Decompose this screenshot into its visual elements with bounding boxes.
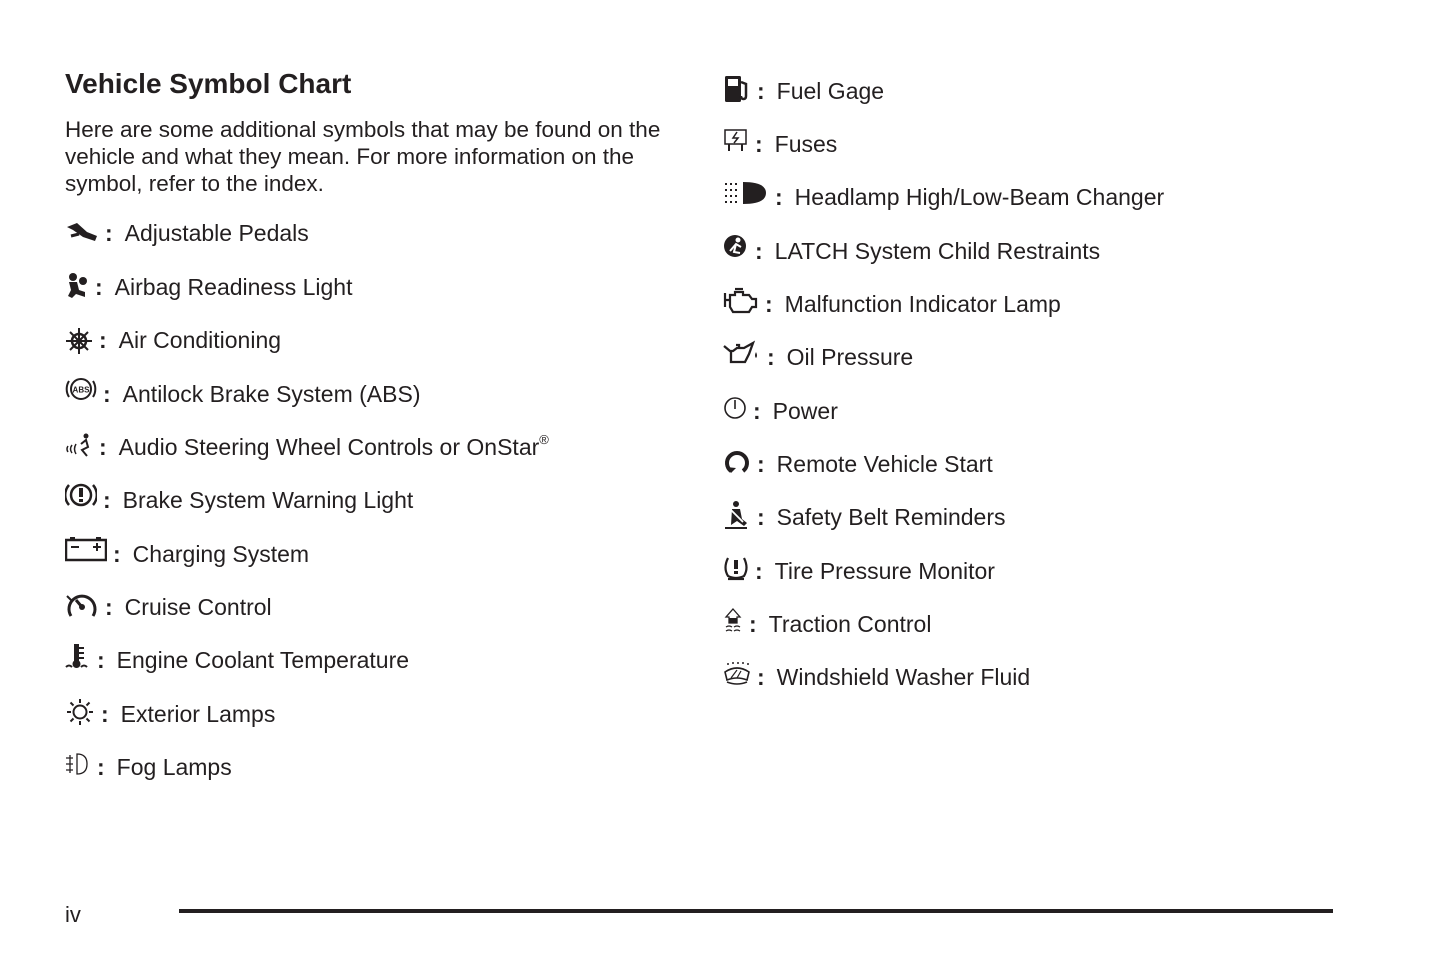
symbol-label: Fog Lamps <box>116 753 232 780</box>
symbol-label: Exterior Lamps <box>120 700 276 727</box>
power-icon <box>723 394 747 428</box>
fuel-gage-icon <box>723 74 751 108</box>
washer-fluid-icon <box>723 660 751 694</box>
symbol-label: Safety Belt Reminders <box>776 503 1006 530</box>
symbol-row-headlamp-beam: : Headlamp High/Low-Beam Changer <box>723 180 1164 214</box>
symbol-label: Audio Steering Wheel Controls or OnStar® <box>118 431 549 460</box>
page-title: Vehicle Symbol Chart <box>65 68 352 99</box>
engine-malfunction-icon <box>723 287 759 321</box>
symbol-label: Power <box>772 397 838 424</box>
symbol-row-tire-pressure: : Tire Pressure Monitor <box>723 554 995 588</box>
tire-pressure-icon <box>723 554 749 588</box>
symbol-row-cruise-control: : Cruise Control <box>65 590 272 624</box>
airbag-readiness-icon <box>65 270 89 304</box>
symbol-label: Cruise Control <box>124 593 272 620</box>
symbol-row-air-conditioning: : Air Conditioning <box>65 323 281 357</box>
abs-icon <box>65 377 97 411</box>
symbol-label: Air Conditioning <box>118 326 282 353</box>
symbol-label: Adjustable Pedals <box>124 219 309 246</box>
symbol-label: Tire Pressure Monitor <box>774 557 995 584</box>
symbol-label: Headlamp High/Low-Beam Changer <box>794 183 1165 210</box>
audio-steering-controls-icon <box>65 430 93 464</box>
symbol-label: Antilock Brake System (ABS) <box>122 380 421 407</box>
symbol-row-safety-belt: : Safety Belt Reminders <box>723 500 1006 534</box>
symbol-row-washer-fluid: : Windshield Washer Fluid <box>723 660 1030 694</box>
symbol-row-fuses: : Fuses <box>723 127 837 161</box>
cruise-control-icon <box>65 590 99 624</box>
symbol-label: LATCH System Child Restraints <box>774 237 1101 264</box>
symbol-row-fuel-gage: : Fuel Gage <box>723 74 884 108</box>
brake-warning-icon <box>65 483 97 517</box>
remote-start-icon <box>723 447 751 481</box>
symbol-row-brake-warning: : Brake System Warning Light <box>65 483 413 517</box>
symbol-row-oil-pressure: : Oil Pressure <box>723 340 913 374</box>
symbol-label: Brake System Warning Light <box>122 486 414 513</box>
latch-child-restraint-icon <box>723 234 749 268</box>
symbol-row-charging-system: : Charging System <box>65 537 309 571</box>
symbol-label: Oil Pressure <box>786 343 914 370</box>
air-conditioning-icon <box>65 323 93 357</box>
symbol-row-exterior-lamps: : Exterior Lamps <box>65 697 275 731</box>
oil-pressure-icon <box>723 340 761 374</box>
intro-paragraph: Here are some additional symbols that may be found on the vehicle and what they mean. For more information on the symbol, refer to the index. <box>65 117 661 196</box>
symbol-label: Engine Coolant Temperature <box>116 646 410 673</box>
symbol-label: Fuses <box>774 130 838 157</box>
symbol-label: Fuel Gage <box>776 77 885 104</box>
headlamp-beam-icon <box>723 180 769 214</box>
symbol-row-latch: : LATCH System Child Restraints <box>723 234 1100 268</box>
symbol-row-airbag-readiness: : Airbag Readiness Light <box>65 270 353 304</box>
footer-rule <box>179 909 1333 913</box>
fog-lamps-icon <box>65 750 91 784</box>
symbol-label: Remote Vehicle Start <box>776 450 993 477</box>
adjustable-pedals-icon <box>65 216 99 250</box>
coolant-temperature-icon <box>65 643 91 677</box>
symbol-row-power: : Power <box>723 394 838 428</box>
page-number: iv <box>65 902 81 927</box>
fuses-icon <box>723 127 749 161</box>
symbol-label: Traction Control <box>768 610 932 637</box>
symbol-row-fog-lamps: : Fog Lamps <box>65 750 232 784</box>
svg-text:ABS: ABS <box>72 385 90 395</box>
traction-control-icon <box>723 607 743 641</box>
symbol-label: Windshield Washer Fluid <box>776 663 1031 690</box>
symbol-row-traction-control: : Traction Control <box>723 607 931 641</box>
exterior-lamps-icon <box>65 697 95 731</box>
battery-icon <box>65 537 107 571</box>
symbol-label: Airbag Readiness Light <box>114 273 353 300</box>
symbol-row-adjustable-pedals: : Adjustable Pedals <box>65 216 309 250</box>
symbol-row-remote-start: : Remote Vehicle Start <box>723 447 993 481</box>
symbol-label: Malfunction Indicator Lamp <box>784 290 1061 317</box>
symbol-row-malfunction: : Malfunction Indicator Lamp <box>723 287 1061 321</box>
symbol-row-audio-steering: : Audio Steering Wheel Controls or OnStar® <box>65 430 549 464</box>
symbol-row-abs: ABS : Antilock Brake System (ABS) <box>65 377 420 411</box>
symbol-label: Charging System <box>132 540 310 567</box>
safety-belt-icon <box>723 500 751 534</box>
symbol-row-coolant-temperature: : Engine Coolant Temperature <box>65 643 409 677</box>
